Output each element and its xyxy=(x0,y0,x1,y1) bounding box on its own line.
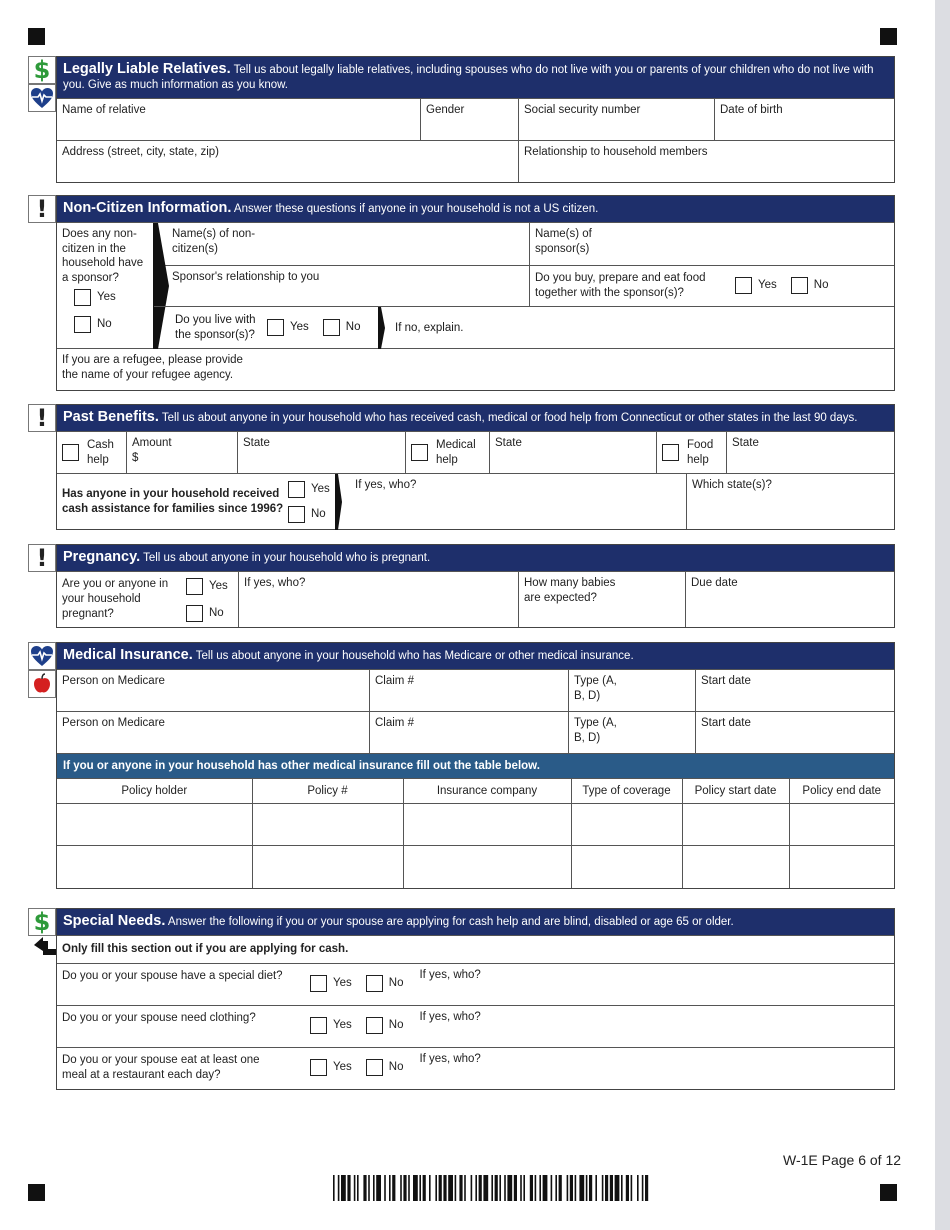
table-row xyxy=(57,804,894,846)
barcode-bar xyxy=(376,1175,381,1201)
dollar-sign: $ xyxy=(132,452,139,464)
scrollbar[interactable] xyxy=(935,0,950,1230)
barcode-bar xyxy=(435,1175,437,1201)
field-label: If yes, who? xyxy=(355,479,417,491)
barcode-bar xyxy=(400,1175,402,1201)
field-label: Gender xyxy=(426,104,465,116)
restaurant-row xyxy=(57,1048,894,1089)
field-label: State xyxy=(495,437,522,449)
field-label: Do you live with the sponsor(s)? xyxy=(175,314,256,341)
field-label: Name of relative xyxy=(62,104,146,116)
barcode-bar xyxy=(479,1175,482,1201)
barcode-bar xyxy=(471,1175,473,1201)
clothing-row xyxy=(57,1006,894,1047)
medicare-person-field[interactable] xyxy=(57,712,369,753)
barcode-bar xyxy=(559,1175,562,1201)
field-label: Claim # xyxy=(375,675,414,687)
column-header: Type of coverage xyxy=(571,779,682,804)
buy-food-yes-checkbox[interactable] xyxy=(735,277,752,294)
field-label: Social security number xyxy=(524,104,641,116)
live-with-no-checkbox[interactable] xyxy=(323,319,340,336)
barcode-bar xyxy=(551,1175,553,1201)
barcode-bar xyxy=(368,1175,370,1201)
checkbox-label: Yes xyxy=(333,1061,352,1073)
field-label: Has anyone in your household received cash assistance for families since 1996? xyxy=(62,487,284,515)
field-label: If yes, who? xyxy=(244,577,306,589)
cash-help-checkbox[interactable] xyxy=(62,444,79,461)
section-header xyxy=(57,545,894,571)
barcode-bar xyxy=(419,1175,421,1201)
medicare-start-field[interactable] xyxy=(695,712,894,753)
clothing-who-field[interactable]: If yes, who? xyxy=(419,1011,481,1023)
corner-mark-tr xyxy=(880,28,897,45)
claim-field[interactable] xyxy=(369,712,568,753)
insurance-company-cell[interactable] xyxy=(403,846,571,888)
sponsor-question xyxy=(57,223,154,348)
gender-field[interactable] xyxy=(420,99,518,140)
medical-state-field[interactable] xyxy=(489,432,656,473)
barcode-bar xyxy=(413,1175,418,1201)
barcode-bar xyxy=(535,1175,537,1201)
barcode-bar xyxy=(464,1175,466,1201)
medicare-start-field[interactable] xyxy=(695,670,894,711)
which-states-field[interactable] xyxy=(686,474,894,529)
column-header: Policy holder xyxy=(57,779,252,804)
exclamation-icon: ! xyxy=(28,544,56,572)
buy-food-no-checkbox[interactable] xyxy=(791,277,808,294)
field-label: Start date xyxy=(701,717,751,729)
medical-insurance-section xyxy=(56,642,895,889)
corner-mark-br xyxy=(880,1184,897,1201)
field-label: If you are a refugee, please provide the name of your refugee agency. xyxy=(62,354,243,381)
section-description: Tell us about anyone in your household who has received cash, medical or food help from Connecticut or other states in the last 90 days. xyxy=(161,412,858,424)
corner-mark-bl xyxy=(28,1184,45,1201)
arrow-divider xyxy=(378,307,386,349)
exclamation-icon: ! xyxy=(28,195,56,223)
assistance-who-field[interactable] xyxy=(337,474,686,529)
barcode-bar xyxy=(637,1175,639,1201)
other-insurance-table xyxy=(57,778,894,888)
column-header: Policy end date xyxy=(789,779,894,804)
section-title: Legally Liable Relatives. xyxy=(63,61,231,77)
heart-monitor-icon xyxy=(28,642,56,670)
cash-only-note: Only fill this section out if you are applying for cash. xyxy=(62,943,349,955)
barcode-bar xyxy=(610,1175,613,1201)
section-title: Special Needs. xyxy=(63,913,166,929)
barcode-bar xyxy=(439,1175,442,1201)
checkbox-label: Cash help xyxy=(87,439,114,466)
due-date-field[interactable] xyxy=(685,572,894,627)
barcode-bar xyxy=(338,1175,340,1201)
section-title: Non-Citizen Information. xyxy=(63,200,232,216)
barcode-bar xyxy=(403,1175,406,1201)
section-header xyxy=(57,196,894,222)
barcode-bar xyxy=(363,1175,366,1201)
section-title: Past Benefits. xyxy=(63,409,159,425)
field-label: State xyxy=(732,437,759,449)
field-label: Amount xyxy=(132,437,172,449)
section-header xyxy=(57,57,894,98)
barcode-bar xyxy=(504,1175,506,1201)
section-description: Tell us about legally liable relatives, including spouses who do not live with you or parents of your children who do not live with you. Give as much information as you know. xyxy=(63,64,874,91)
checkbox-label: Medical help xyxy=(436,439,476,466)
barcode-bar xyxy=(392,1175,395,1201)
diet-no-checkbox[interactable] xyxy=(366,975,383,992)
noncitizen-names-field[interactable] xyxy=(154,223,529,265)
assistance-yes-checkbox[interactable] xyxy=(288,481,305,498)
sponsor-no-checkbox[interactable] xyxy=(74,316,91,333)
checkbox-label: No xyxy=(813,279,829,292)
barcode-bar xyxy=(333,1175,335,1201)
food-help-checkbox[interactable] xyxy=(662,444,679,461)
barcode-bar xyxy=(443,1175,446,1201)
checkbox-label: Yes xyxy=(290,321,309,334)
checkbox-label: No xyxy=(388,1061,404,1073)
field-label: Date of birth xyxy=(720,104,783,116)
medicare-type-field[interactable] xyxy=(568,712,695,753)
cash-assistance-question xyxy=(57,474,337,529)
policy-holder-cell[interactable] xyxy=(57,804,252,846)
field-label: Which state(s)? xyxy=(692,479,772,491)
checkbox-label: No xyxy=(209,606,224,619)
barcode-bar xyxy=(555,1175,557,1201)
food-state-field[interactable] xyxy=(726,432,894,473)
dob-field[interactable] xyxy=(714,99,894,140)
barcode-bar xyxy=(589,1175,592,1201)
checkbox-label: No xyxy=(388,1019,404,1031)
checkbox-label: Yes xyxy=(333,977,352,989)
barcode-bar xyxy=(595,1175,597,1201)
special-diet-row xyxy=(57,964,894,1005)
field-label: Start date xyxy=(701,675,751,687)
field-label: If no, explain. xyxy=(395,321,464,334)
field-label: Address (street, city, state, zip) xyxy=(62,146,220,158)
policy-start-cell[interactable] xyxy=(682,804,789,846)
special-needs-section xyxy=(56,908,895,1090)
barcode-bar xyxy=(626,1175,629,1201)
barcode xyxy=(333,1175,649,1201)
section-header xyxy=(57,643,894,669)
policy-number-cell[interactable] xyxy=(252,846,403,888)
restaurant-who-field[interactable]: If yes, who? xyxy=(419,1053,481,1065)
policy-end-cell[interactable] xyxy=(789,846,894,888)
restaurant-yes-checkbox[interactable] xyxy=(310,1059,327,1076)
barcode-bar xyxy=(575,1175,577,1201)
other-insurance-header: If you or anyone in your household has other medical insurance fill out the table below. xyxy=(57,753,894,778)
field-label: Type (A, B, D) xyxy=(574,675,617,702)
relative-name-field[interactable] xyxy=(57,99,420,140)
section-description: Tell us about anyone in your household who is pregnant. xyxy=(143,552,431,564)
field-label: Do you or your spouse need clothing? xyxy=(62,1012,256,1024)
checkbox-label: Yes xyxy=(758,279,777,292)
barcode-bar xyxy=(631,1175,633,1201)
field-label: Claim # xyxy=(375,717,414,729)
section-title: Pregnancy. xyxy=(63,549,141,565)
barcode-bar xyxy=(645,1175,648,1201)
barcode-bar xyxy=(491,1175,493,1201)
live-with-yes-checkbox[interactable] xyxy=(267,319,284,336)
arrow-divider xyxy=(335,474,343,530)
policy-end-cell[interactable] xyxy=(789,804,894,846)
field-label: Type (A, B, D) xyxy=(574,717,617,744)
medicare-type-field[interactable] xyxy=(568,670,695,711)
barcode-bar xyxy=(586,1175,588,1201)
checkbox-label: No xyxy=(388,977,404,989)
column-header: Insurance company xyxy=(403,779,571,804)
field-label: How many babies are expected? xyxy=(524,577,616,604)
barcode-bar xyxy=(543,1175,548,1201)
ssn-field[interactable] xyxy=(518,99,714,140)
table-row xyxy=(57,846,894,888)
field-label: Name(s) of non-citizen(s) xyxy=(172,228,256,255)
policy-holder-cell[interactable] xyxy=(57,846,252,888)
field-label: Do you buy, prepare and eat food together with the sponsor(s)? xyxy=(535,271,706,299)
heart-monitor-icon xyxy=(28,84,56,112)
barcode-bar xyxy=(483,1175,488,1201)
barcode-bar xyxy=(642,1175,644,1201)
pregnant-question xyxy=(57,572,238,627)
column-header: Policy # xyxy=(252,779,403,804)
pregnant-who-field[interactable] xyxy=(238,572,518,627)
barcode-bar xyxy=(459,1175,462,1201)
barcode-bar xyxy=(455,1175,457,1201)
checkbox-label: No xyxy=(345,321,361,334)
checkbox-label: Yes xyxy=(311,482,330,495)
barcode-bar xyxy=(567,1175,569,1201)
barcode-bar xyxy=(448,1175,453,1201)
checkbox-label: Yes xyxy=(209,579,228,592)
barcode-bar xyxy=(605,1175,608,1201)
barcode-bar xyxy=(507,1175,512,1201)
section-header xyxy=(57,405,894,431)
field-label: Relationship to household members xyxy=(524,146,708,158)
barcode-bar xyxy=(530,1175,533,1201)
sponsor-names-field[interactable] xyxy=(529,223,894,265)
section-header xyxy=(57,909,894,935)
barcode-bar xyxy=(495,1175,498,1201)
barcode-bar xyxy=(523,1175,525,1201)
barcode-bar xyxy=(341,1175,346,1201)
barcode-bar xyxy=(579,1175,584,1201)
arrow-icon xyxy=(34,937,56,960)
food-help-field xyxy=(656,432,726,473)
claim-field[interactable] xyxy=(369,670,568,711)
coverage-type-cell[interactable] xyxy=(571,804,682,846)
checkbox-label: Yes xyxy=(333,1019,352,1031)
diet-yes-checkbox[interactable] xyxy=(310,975,327,992)
checkbox-label: No xyxy=(97,318,112,330)
barcode-bar xyxy=(570,1175,573,1201)
barcode-bar xyxy=(621,1175,623,1201)
page-number: W-1E Page 6 of 12 xyxy=(783,1152,902,1168)
barcode-bar xyxy=(357,1175,359,1201)
checkbox-label: No xyxy=(311,507,326,520)
field-label: Person on Medicare xyxy=(62,675,165,687)
barcode-bar xyxy=(602,1175,604,1201)
field-label: Does any non-citizen in the household have a sponsor? xyxy=(62,228,144,284)
barcode-bar xyxy=(429,1175,431,1201)
cash-state-field[interactable] xyxy=(237,432,405,473)
field-label: Do you or your spouse eat at least one meal at a restaurant each day? xyxy=(62,1054,260,1081)
exclamation-icon: ! xyxy=(28,404,56,432)
cash-help-field xyxy=(57,432,126,473)
column-header: Policy start date xyxy=(682,779,789,804)
policy-start-cell[interactable] xyxy=(682,846,789,888)
medicare-person-field[interactable] xyxy=(57,670,369,711)
barcode-bar xyxy=(347,1175,350,1201)
buy-food-field xyxy=(529,266,894,307)
pregnant-no-checkbox[interactable] xyxy=(186,605,203,622)
barcode-bar xyxy=(423,1175,426,1201)
dollar-icon: $ xyxy=(28,908,56,936)
clothing-no-checkbox[interactable] xyxy=(366,1017,383,1034)
section-description: Tell us about anyone in your household who has Medicare or other medical insurance. xyxy=(195,650,634,662)
section-title: Medical Insurance. xyxy=(63,647,193,663)
sponsor-relationship-field[interactable] xyxy=(154,266,529,307)
legal-relatives-section xyxy=(56,56,895,183)
assistance-no-checkbox[interactable] xyxy=(288,506,305,523)
field-label: Due date xyxy=(691,577,738,589)
checkbox-label: Yes xyxy=(97,291,116,303)
explain-field[interactable] xyxy=(379,322,463,334)
dollar-icon: $ xyxy=(28,56,56,84)
relationship-field[interactable] xyxy=(518,141,894,182)
barcode-bar xyxy=(354,1175,356,1201)
policy-number-cell[interactable] xyxy=(252,804,403,846)
refugee-agency-field[interactable] xyxy=(57,349,894,390)
field-label: Sponsor's relationship to you xyxy=(172,270,320,283)
sponsor-yes-checkbox[interactable] xyxy=(74,289,91,306)
apple-icon xyxy=(28,670,56,698)
barcode-bar xyxy=(520,1175,522,1201)
barcode-bar xyxy=(475,1175,477,1201)
amount-field[interactable] xyxy=(126,432,237,473)
barcode-bar xyxy=(615,1175,620,1201)
live-with-field xyxy=(154,313,379,342)
restaurant-no-checkbox[interactable] xyxy=(366,1059,383,1076)
field-label: Person on Medicare xyxy=(62,717,165,729)
checkbox-label: Food help xyxy=(687,439,714,466)
barcode-bar xyxy=(514,1175,517,1201)
field-label: Are you or anyone in your household pregnant? xyxy=(62,578,169,620)
coverage-type-cell[interactable] xyxy=(571,846,682,888)
barcode-bar xyxy=(373,1175,375,1201)
barcode-bar xyxy=(389,1175,391,1201)
babies-field[interactable] xyxy=(518,572,685,627)
field-label: Do you or your spouse have a special diet? xyxy=(62,970,283,982)
past-benefits-section xyxy=(56,404,895,530)
pregnant-yes-checkbox[interactable] xyxy=(186,578,203,595)
barcode-bar xyxy=(384,1175,386,1201)
field-label: Name(s) of sponsor(s) xyxy=(535,228,592,255)
section-description: Answer the following if you or your spouse are applying for cash help and are blind, disabled or age 65 or older. xyxy=(167,916,734,928)
section-description: Answer these questions if anyone in your household is not a US citizen. xyxy=(233,203,599,215)
field-label: State xyxy=(243,437,270,449)
address-field[interactable] xyxy=(57,141,518,182)
barcode-bar xyxy=(499,1175,501,1201)
barcode-bar xyxy=(408,1175,410,1201)
corner-mark-tl xyxy=(28,28,45,45)
medical-help-field xyxy=(405,432,489,473)
clothing-yes-checkbox[interactable] xyxy=(310,1017,327,1034)
medical-help-checkbox[interactable] xyxy=(411,444,428,461)
barcode-bar xyxy=(539,1175,541,1201)
pregnancy-section xyxy=(56,544,895,628)
diet-who-field[interactable]: If yes, who? xyxy=(419,969,481,981)
non-citizen-section xyxy=(56,195,895,391)
insurance-company-cell[interactable] xyxy=(403,804,571,846)
